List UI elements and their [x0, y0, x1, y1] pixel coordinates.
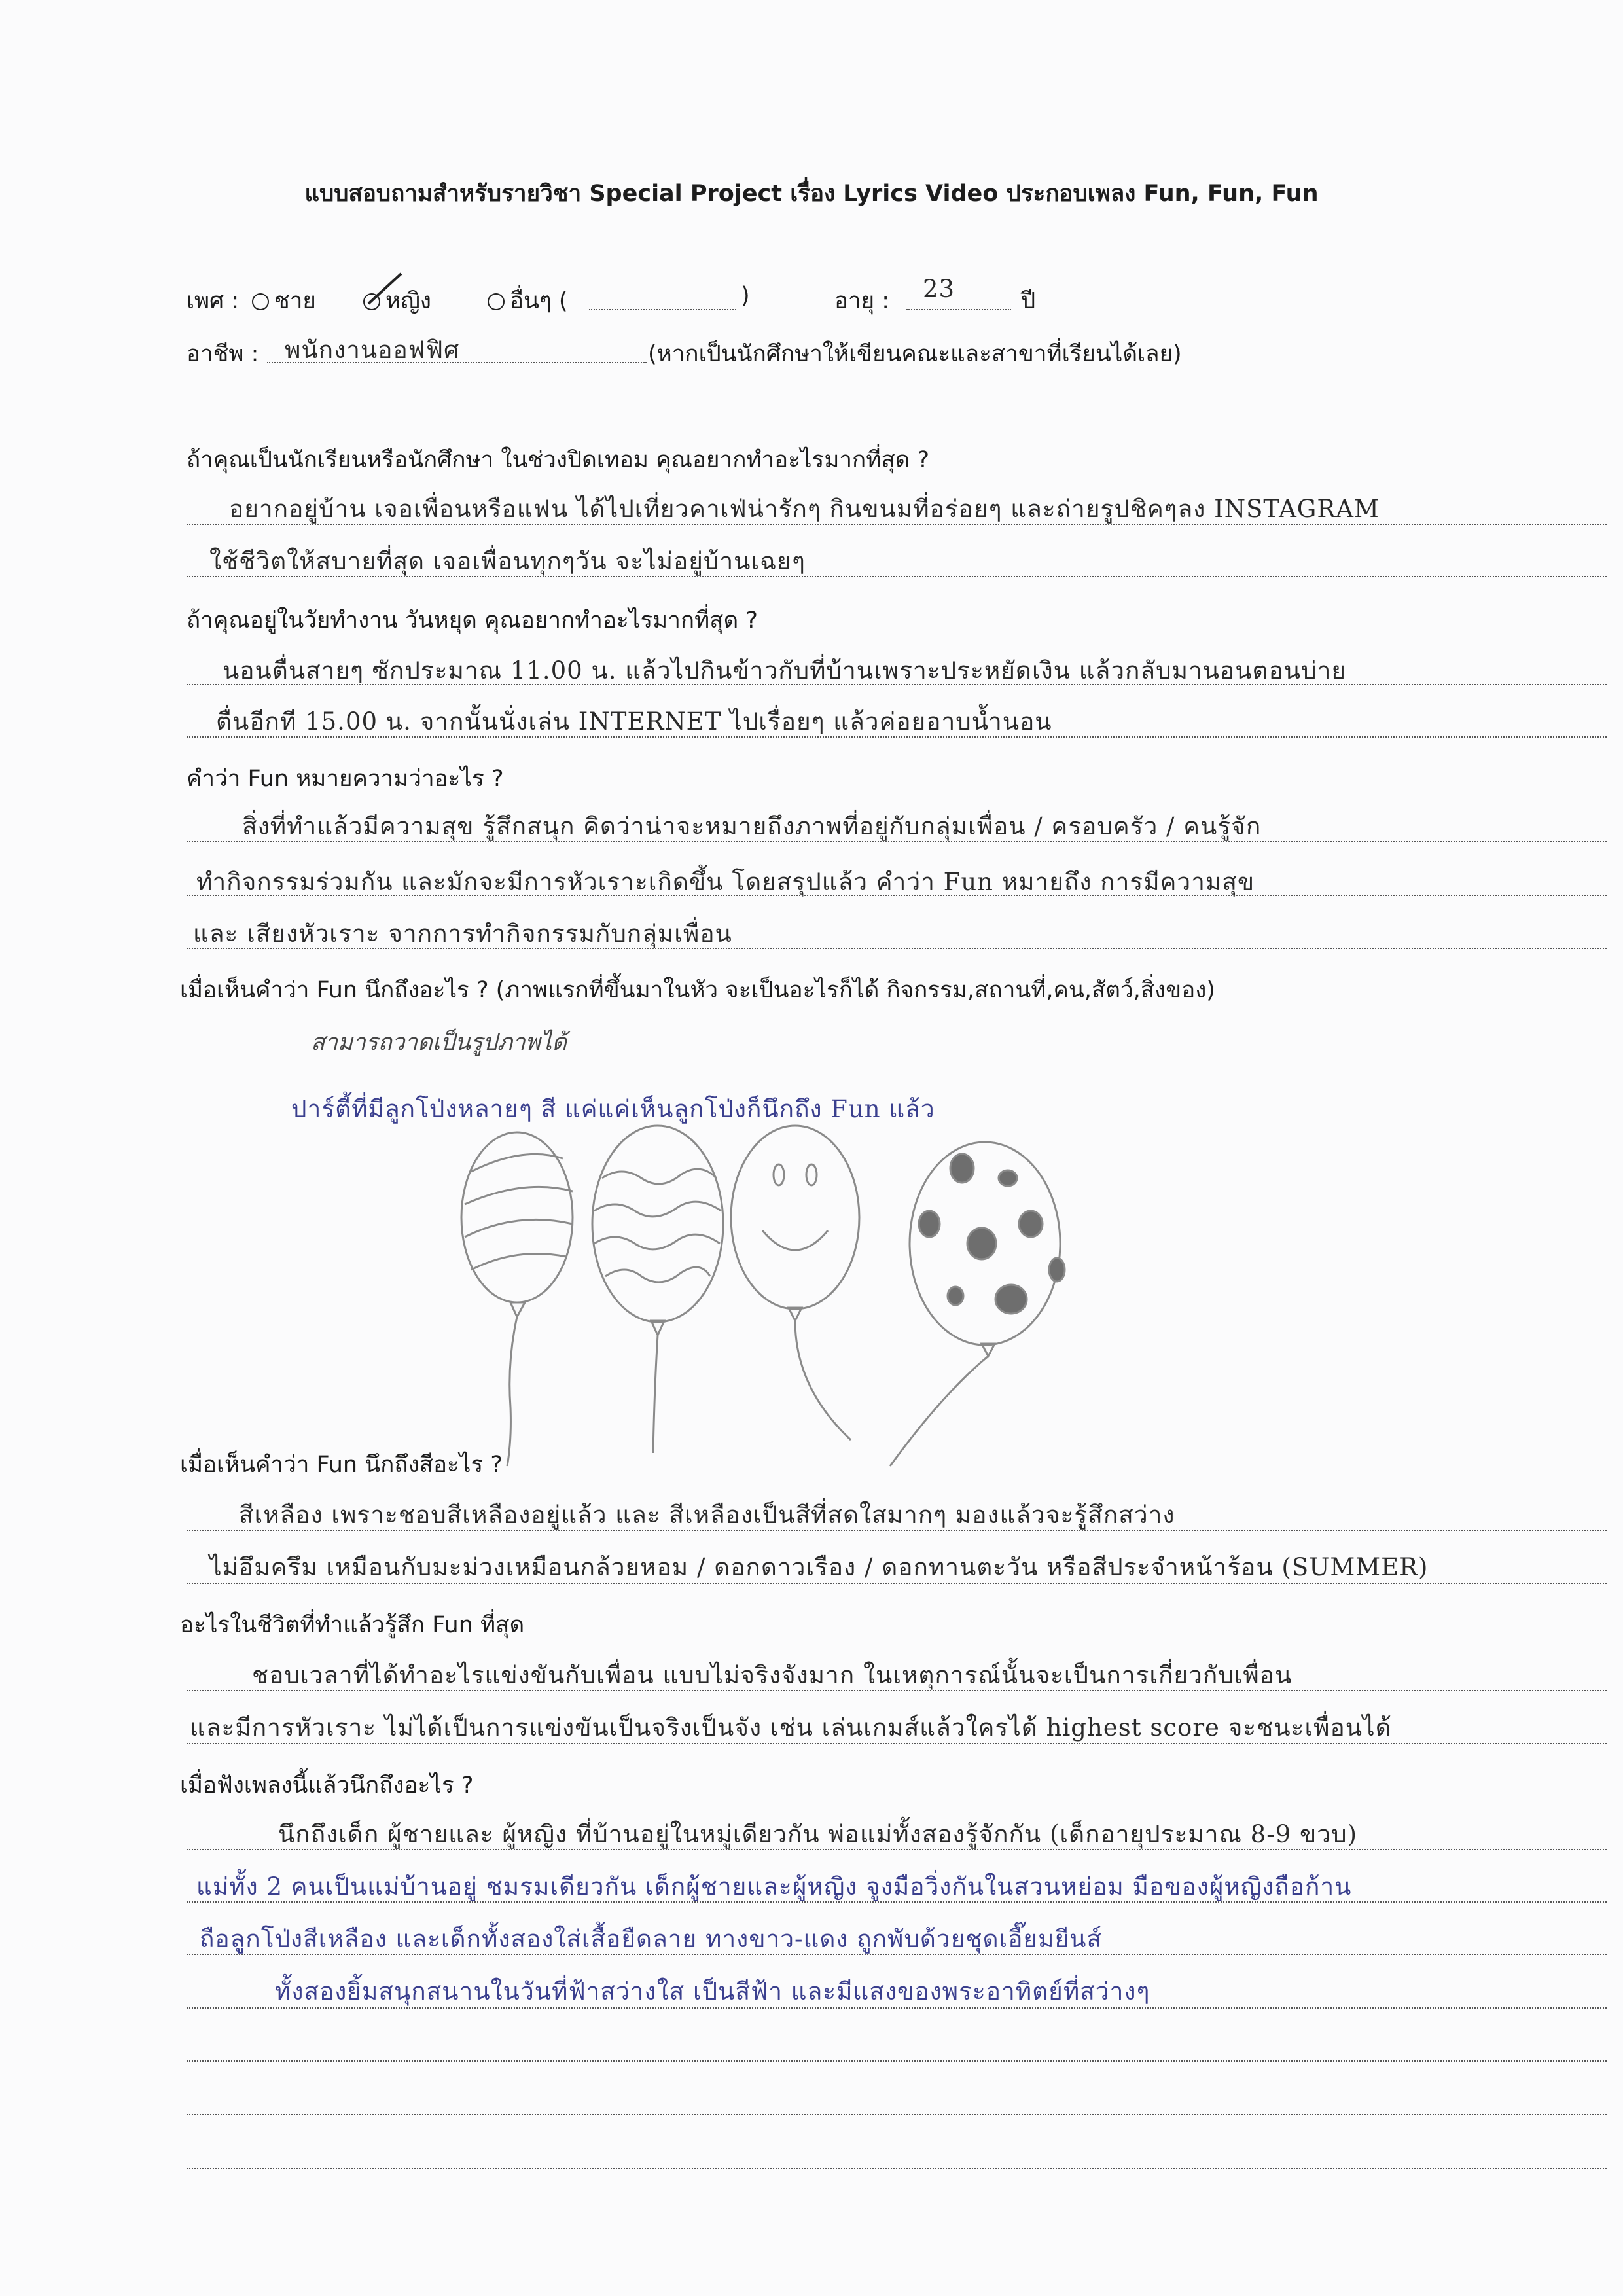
- answer-line[interactable]: [187, 2007, 1607, 2009]
- answer-line[interactable]: [187, 684, 1607, 685]
- question-2: ถ้าคุณอยู่ในวัยทำงาน วันหยุด คุณอยากทำอะไรมากที่สุด ?: [187, 607, 758, 634]
- answer-1-line-1: อยากอยู่บ้าน เจอเพื่อนหรือแฟน ได้ไปเที่ยวคาเฟ่น่ารักๆ กินขนมที่อร่อยๆ และถ่ายรูปชิคๆลง INSTAGRAM: [229, 495, 1380, 523]
- answer-7-line-4: ทั้งสองยิ้มสนุกสนานในวันที่ฟ้าสว่างใส เป็นสีฟ้า และมีแสงของพระอาทิตย์ที่สว่างๆ: [275, 1977, 1150, 2005]
- answer-line[interactable]: [187, 2114, 1607, 2115]
- answer-line[interactable]: [187, 1954, 1607, 1955]
- answer-6-line-1: ชอบเวลาที่ได้ทำอะไรแข่งขันกับเพื่อน แบบไม่จริงจังมาก ในเหตุการณ์นั้นจะเป็นการเกี่ยวกับเพื่อน: [252, 1661, 1293, 1689]
- answer-line[interactable]: [187, 2060, 1607, 2062]
- occupation-hint: (หากเป็นนักศึกษาให้เขียนคณะและสาขาที่เรียนได้เลย): [648, 341, 1182, 367]
- drawing-hint: สามารถวาดเป็นรูปภาพได้: [311, 1030, 567, 1056]
- answer-line[interactable]: [187, 1901, 1607, 1903]
- balloons-drawing: [445, 1113, 1126, 1479]
- occupation-value: พนักงานออฟฟิศ: [285, 336, 460, 364]
- question-1: ถ้าคุณเป็นนักเรียนหรือนักศึกษา ในช่วงปิดเทอม คุณอยากทำอะไรมากที่สุด ?: [187, 447, 930, 473]
- question-4: เมื่อเห็นคำว่า Fun นึกถึงอะไร ? (ภาพแรกที่ขึ้นมาในหัว จะเป็นอะไรก็ได้ กิจกรรม,สถานที่,คน,สัตว์,สิ่งของ): [180, 977, 1215, 1003]
- occupation-label: อาชีพ :: [187, 341, 259, 367]
- answer-7-line-2: แม่ทั้ง 2 คนเป็นแม่บ้านอยู่ ชมรมเดียวกัน เด็กผู้ชายและผู้หญิง จูงมือวิ่งกันในสวนหย่อม มือของผู้หญิงถือก้าน: [196, 1873, 1352, 1901]
- answer-3-line-1: สิ่งที่ทำแล้วมีความสุข รู้สึกสนุก คิดว่าน่าจะหมายถึงภาพที่อยู่กับกลุ่มเพื่อน / ครอบครัว / คนรู้จัก: [242, 812, 1262, 840]
- answer-5-line-2: ไม่อึมครึม เหมือนกับมะม่วงเหมือนกล้วยหอม / ดอกดาวเรือง / ดอกทานตะวัน หรือสีประจำหน้าร้อน (SUMMER): [209, 1553, 1429, 1581]
- answer-line[interactable]: [187, 1583, 1607, 1584]
- answer-3-line-3: และ เสียงหัวเราะ จากการทำกิจกรรมกับกลุ่มเพื่อน: [193, 920, 732, 948]
- gender-other-field[interactable]: [589, 309, 736, 310]
- balloon-polka: [890, 1142, 1065, 1466]
- answer-line[interactable]: [187, 948, 1607, 949]
- answer-7-line-1: นึกถึงเด็ก ผู้ชายและ ผู้หญิง ที่บ้านอยู่ในหมู่เดียวกัน พ่อแม่ทั้งสองรู้จักกัน (เด็กอายุประมาณ 8-9 ขวบ): [278, 1820, 1357, 1848]
- checkmark-icon: [363, 270, 409, 315]
- age-field[interactable]: [906, 309, 1011, 310]
- answer-3-line-2: ทำกิจกรรมร่วมกัน และมักจะมีการหัวเราะเกิดขึ้น โดยสรุปแล้ว คำว่า Fun หมายถึง การมีความสุข: [196, 868, 1255, 896]
- gender-label: เพศ :: [187, 288, 240, 314]
- answer-line[interactable]: [187, 524, 1607, 525]
- answer-line[interactable]: [187, 576, 1607, 577]
- balloon-smiley: [731, 1126, 859, 1440]
- answer-line[interactable]: [187, 2168, 1607, 2169]
- question-6: อะไรในชีวิตที่ทำแล้วรู้สึก Fun ที่สุด: [180, 1612, 525, 1638]
- radio-male[interactable]: [252, 293, 269, 310]
- answer-line[interactable]: [187, 1690, 1607, 1691]
- answer-6-line-2: และมีการหัวเราะ ไม่ได้เป็นการแข่งขันเป็นจริงเป็นจัง เช่น เล่นเกมส์แล้วใครได้ highest score จะชนะเพื่อนได้: [190, 1713, 1392, 1742]
- answer-line[interactable]: [187, 1743, 1607, 1744]
- radio-other[interactable]: [488, 293, 505, 310]
- drawing-caption: ปาร์ตี้ที่มีลูกโป่งหลายๆ สี แค่แค่เห็นลูกโป่งก็นึกถึง Fun แล้ว: [291, 1095, 935, 1123]
- answer-5-line-1: สีเหลือง เพราะชอบสีเหลืองอยู่แล้ว และ สีเหลืองเป็นสีที่สดใสมากๆ มองแล้วจะรู้สึกสว่าง: [239, 1501, 1175, 1529]
- balloon-wavy: [592, 1126, 723, 1453]
- answer-line[interactable]: [187, 895, 1607, 896]
- question-5: เมื่อเห็นคำว่า Fun นึกถึงสีอะไร ?: [180, 1452, 503, 1478]
- occupation-field[interactable]: [267, 362, 647, 363]
- answer-2-line-2: ตื่นอีกที 15.00 น. จากนั้นนั่งเล่น INTERNET ไปเรื่อยๆ แล้วค่อยอาบน้ำนอน: [216, 708, 1052, 736]
- answer-2-line-1: นอนตื่นสายๆ ซักประมาณ 11.00 น. แล้วไปกินข้าวกับที่บ้านเพราะประหยัดเงิน แล้วกลับมานอนตอนบ่าย: [223, 656, 1347, 685]
- answer-7-line-3: ถือลูกโป่งสีเหลือง และเด็กทั้งสองใส่เสื้อยืดลาย ทางขาว-แดง ถูกพับด้วยชุดเอี๊ยมยีนส์: [200, 1925, 1103, 1953]
- answer-line[interactable]: [187, 1849, 1607, 1850]
- answer-line[interactable]: [187, 736, 1607, 738]
- gender-option-other[interactable]: อื่นๆ (: [488, 283, 568, 319]
- age-label: อายุ :: [834, 288, 890, 314]
- balloon-striped: [461, 1132, 573, 1466]
- age-unit: ปี: [1021, 288, 1036, 314]
- age-value: 23: [923, 275, 955, 303]
- gender-option-male[interactable]: ชาย: [252, 283, 316, 319]
- gender-other-close: ): [741, 283, 750, 309]
- form-title: แบบสอบถามสำหรับรายวิชา Special Project เรื่อง Lyrics Video ประกอบเพลง Fun, Fun, Fun: [304, 181, 1319, 207]
- question-3: คำว่า Fun หมายความว่าอะไร ?: [187, 766, 504, 792]
- answer-line[interactable]: [187, 841, 1607, 842]
- answer-line[interactable]: [187, 1530, 1607, 1531]
- question-7: เมื่อฟังเพลงนี้แล้วนึกถึงอะไร ?: [180, 1772, 474, 1799]
- answer-1-line-2: ใช้ชีวิตให้สบายที่สุด เจอเพื่อนทุกๆวัน จะไม่อยู่บ้านเฉยๆ: [209, 547, 806, 575]
- gender-option-female[interactable]: หญิง: [363, 283, 431, 319]
